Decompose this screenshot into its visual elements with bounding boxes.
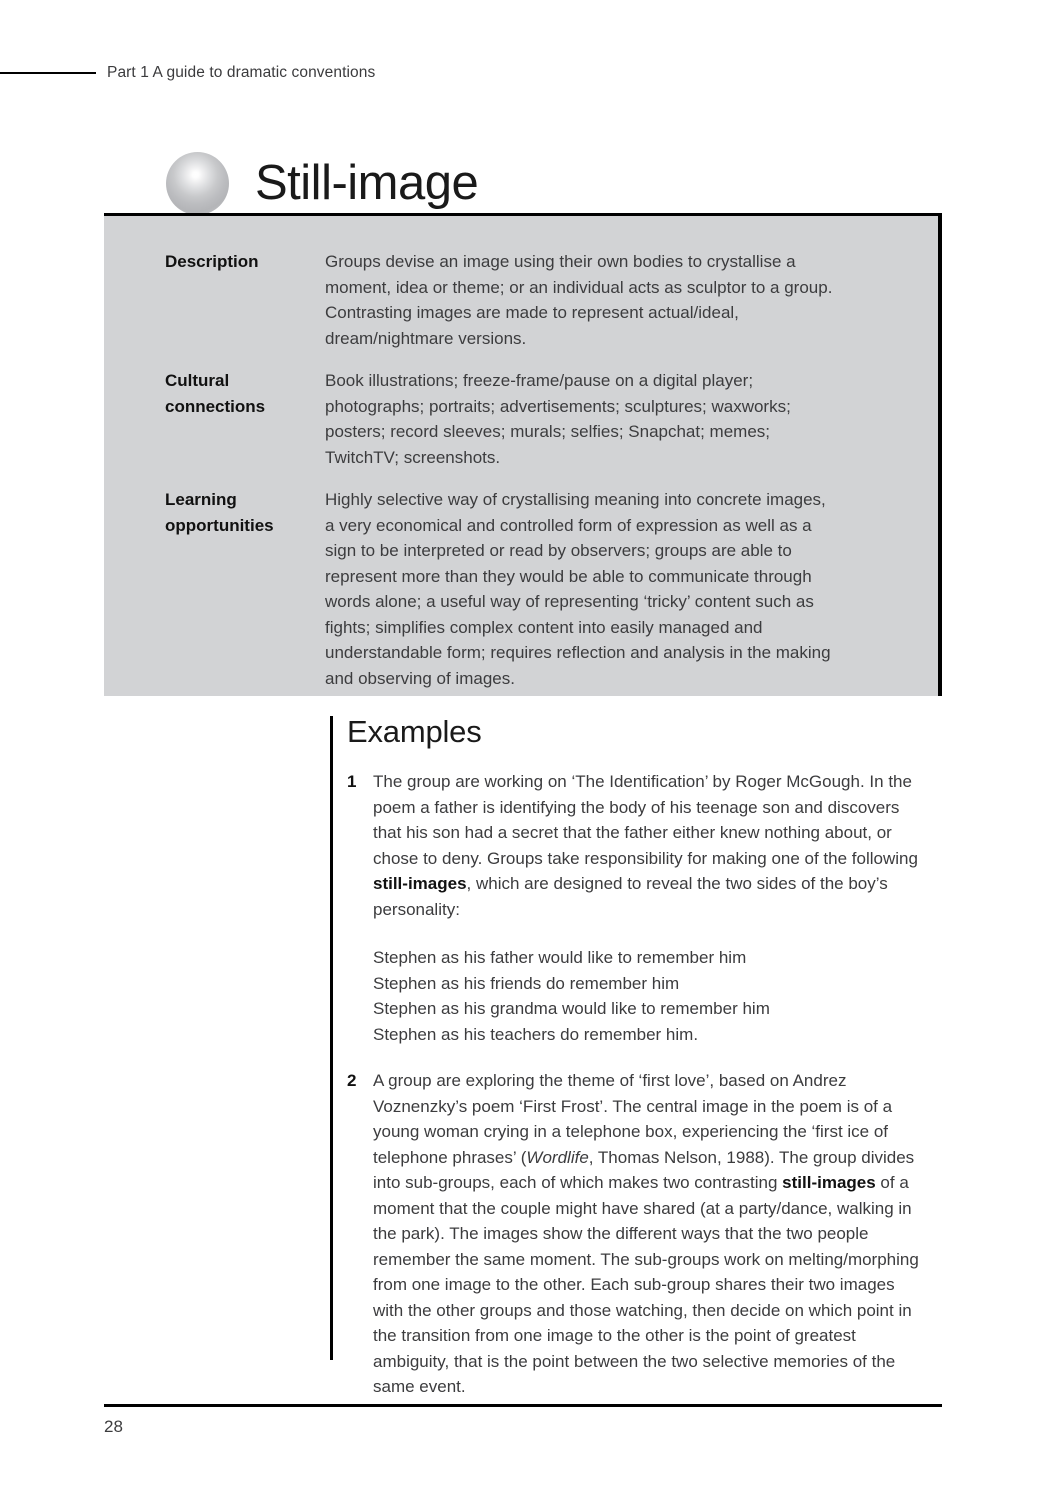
panel-row-label: Description: [165, 252, 259, 271]
examples-vertical-rule: [330, 716, 333, 1360]
panel-row-label: Cultural connections: [165, 371, 266, 416]
examples-content: [330, 716, 942, 1400]
sphere-bullet-icon: [166, 152, 229, 215]
panel-row-value: Groups devise an image using their own bodies to crystallise a moment, idea or theme; or an individual acts as sculptor to a group. Contrasting images are made to represent actual/ideal, dream/nightmare versions.: [325, 252, 833, 348]
example-bold-term: still-images: [373, 874, 467, 893]
example-text-part2: , Thomas Nelson, 1988). The group divides into sub-groups, each of which makes two contrasting: [373, 1147, 915, 1192]
example-paragraph: [373, 1068, 925, 1400]
panel-row-value: Highly selective way of crystallising meaning into concrete images, a very economical and controlled form of expression as well as a sign to be interpreted or read by observers; groups are able to represent more than they would be able to communicate through words alone; a useful way of representing ‘tricky’ content such as fights; simplifies complex content into easily managed and understandable form; requires reflection and analysis in the making and observing of images.: [325, 490, 831, 688]
panel-row-list: [104, 216, 938, 691]
example-text-part1: A group are exploring the theme of ‘first love’, based on Andrez Voznenzky’s poem ‘First Frost’. The central image in the poem is of a young woman crying in a telephone box, experiencing the ‘first ice of telephone phrases’ (: [373, 1071, 893, 1167]
example-number: 1: [347, 772, 357, 791]
convention-info-panel: [104, 213, 942, 696]
example-text-lead: The group are working on ‘The Identification’ by Roger McGough. In the poem a father is identifying the body of his teenage son and discovers that his son had a secret that the father either knew nothing about, or chose to deny. Groups take responsibility for making one of the following: [373, 772, 918, 868]
running-head-text: Part 1 A guide to dramatic conventions: [107, 64, 376, 81]
poem-line: Stephen as his father would like to remember him: [373, 948, 747, 967]
example-text-tail: , which are designed to reveal the two sides of the boy’s personality:: [373, 874, 888, 919]
example-poem-list: [373, 945, 925, 1047]
running-head: [0, 58, 1063, 88]
example-item: [347, 1068, 942, 1400]
panel-row-label: Learning opportunities: [165, 490, 274, 535]
page-number: 28: [104, 1417, 123, 1436]
example-text: [373, 769, 925, 1047]
example-italic-title: Wordlife: [526, 1147, 589, 1167]
panel-row: [104, 249, 938, 351]
example-bold-term: still-images: [782, 1173, 876, 1192]
example-item: [347, 769, 942, 1047]
example-text-part3: of a moment that the couple might have shared (at a party/dance, walking in the park). The images show the different ways that the two people remember the same moment. The sub-groups work on melting/morphing from one image to the other. Each sub-group shares their two images with the other groups and those watching, then decide on which point in the transition from one image to the other is the point of greatest ambiguity, that is the point between the two selective memories of the same event.: [373, 1173, 919, 1396]
example-text: [373, 1068, 925, 1400]
page-title: Still-image: [255, 155, 479, 210]
panel-row-value: Book illustrations; freeze-frame/pause on a digital player; photographs; portraits; advertisements; sculptures; waxworks; posters; record sleeves; murals; selfies; Snapchat; memes; TwitchTV; screenshots.: [325, 371, 791, 467]
examples-heading: Examples: [347, 714, 482, 749]
panel-row: [104, 368, 938, 470]
panel-row: [104, 487, 938, 691]
poem-line: Stephen as his friends do remember him: [373, 973, 680, 993]
example-paragraph: [373, 769, 925, 922]
footer-rule: [104, 1404, 942, 1407]
examples-section: [330, 716, 942, 1421]
running-head-rule: [0, 72, 96, 74]
poem-line: Stephen as his teachers do remember him.: [373, 1024, 699, 1044]
example-number: 2: [347, 1071, 357, 1090]
poem-line: Stephen as his grandma would like to remember him: [373, 999, 770, 1018]
